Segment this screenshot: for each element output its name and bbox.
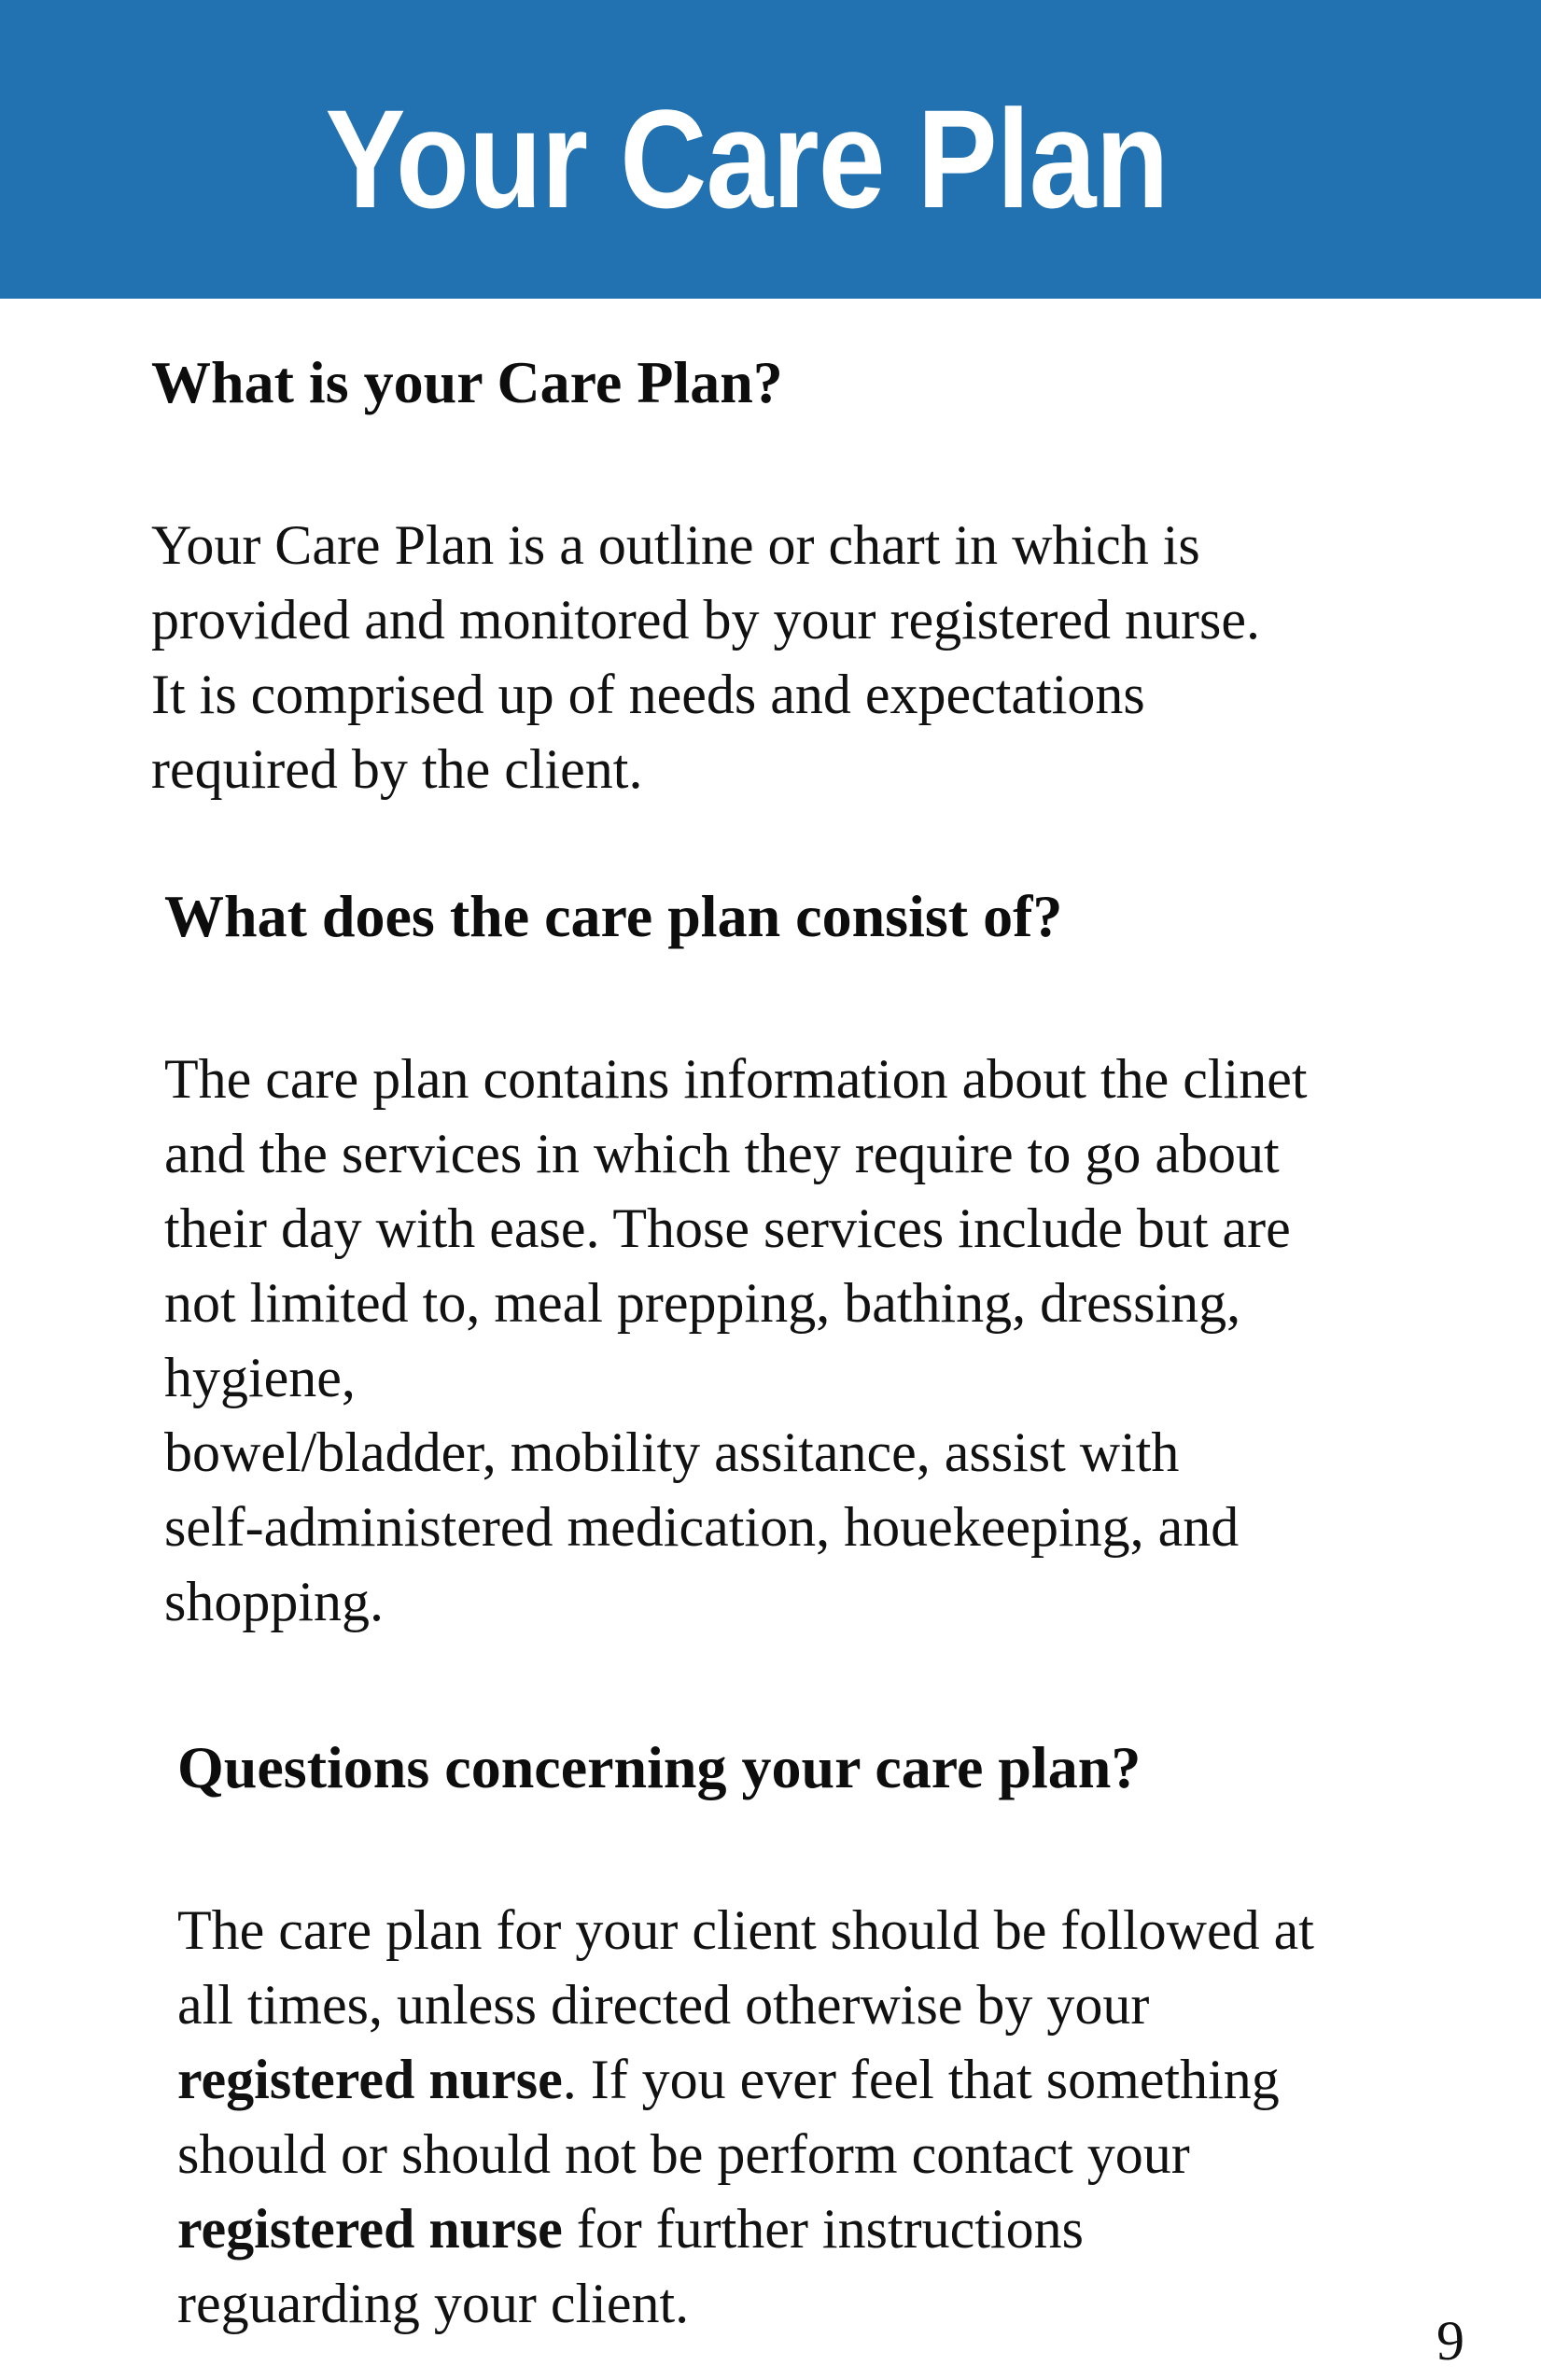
body-line: and the services in which they require to go about	[164, 1123, 1280, 1184]
body-line: not limited to, meal prepping, bathing, dressing,	[164, 1272, 1241, 1334]
body-line: all times, unless directed otherwise by your	[177, 1974, 1150, 2036]
section-care-plan-contents	[164, 883, 1508, 1639]
body-line: their day with ease. Those services include but are	[164, 1197, 1291, 1259]
section-heading: Questions concerning your care plan?	[177, 1734, 1142, 1800]
body-line: required by the client.	[151, 738, 643, 800]
body-line: hygiene,	[164, 1347, 356, 1408]
title-banner	[0, 0, 1541, 299]
section-heading: What does the care plan consist of?	[164, 883, 1063, 949]
section-body	[151, 508, 1495, 806]
section-heading: What is your Care Plan?	[151, 349, 783, 415]
body-line: shopping.	[164, 1571, 385, 1632]
body-line: provided and monitored by your registered nurse.	[151, 589, 1261, 651]
body-line: The care plan contains information about the clinet	[164, 1048, 1308, 1110]
body-line: Your Care Plan is a outline or chart in which is	[151, 514, 1200, 576]
page-title: Your Care Plan	[325, 80, 1169, 237]
body-line: The care plan for your client should be followed at	[177, 1899, 1314, 1961]
section-care-plan-questions	[177, 1734, 1521, 2341]
emphasis-registered-nurse: registered nurse	[177, 2049, 563, 2110]
body-line-continuation: for further instructions	[562, 2198, 1084, 2260]
section-body	[164, 1042, 1508, 1639]
body-line-continuation: . If you ever feel that something	[562, 2049, 1280, 2110]
body-line: It is comprised up of needs and expectations	[151, 664, 1145, 725]
body-line: bowel/bladder, mobility assitance, assist with	[164, 1421, 1180, 1483]
section-body	[177, 1893, 1521, 2341]
body-line: should or should not be perform contact your	[177, 2123, 1190, 2185]
page-number: 9	[1436, 2310, 1464, 2372]
body-line: reguarding your client.	[177, 2273, 690, 2334]
section-what-is-care-plan	[151, 349, 1495, 806]
body-line: self-administered medication, houekeeping, and	[164, 1496, 1240, 1558]
emphasis-registered-nurse: registered nurse	[177, 2198, 563, 2260]
